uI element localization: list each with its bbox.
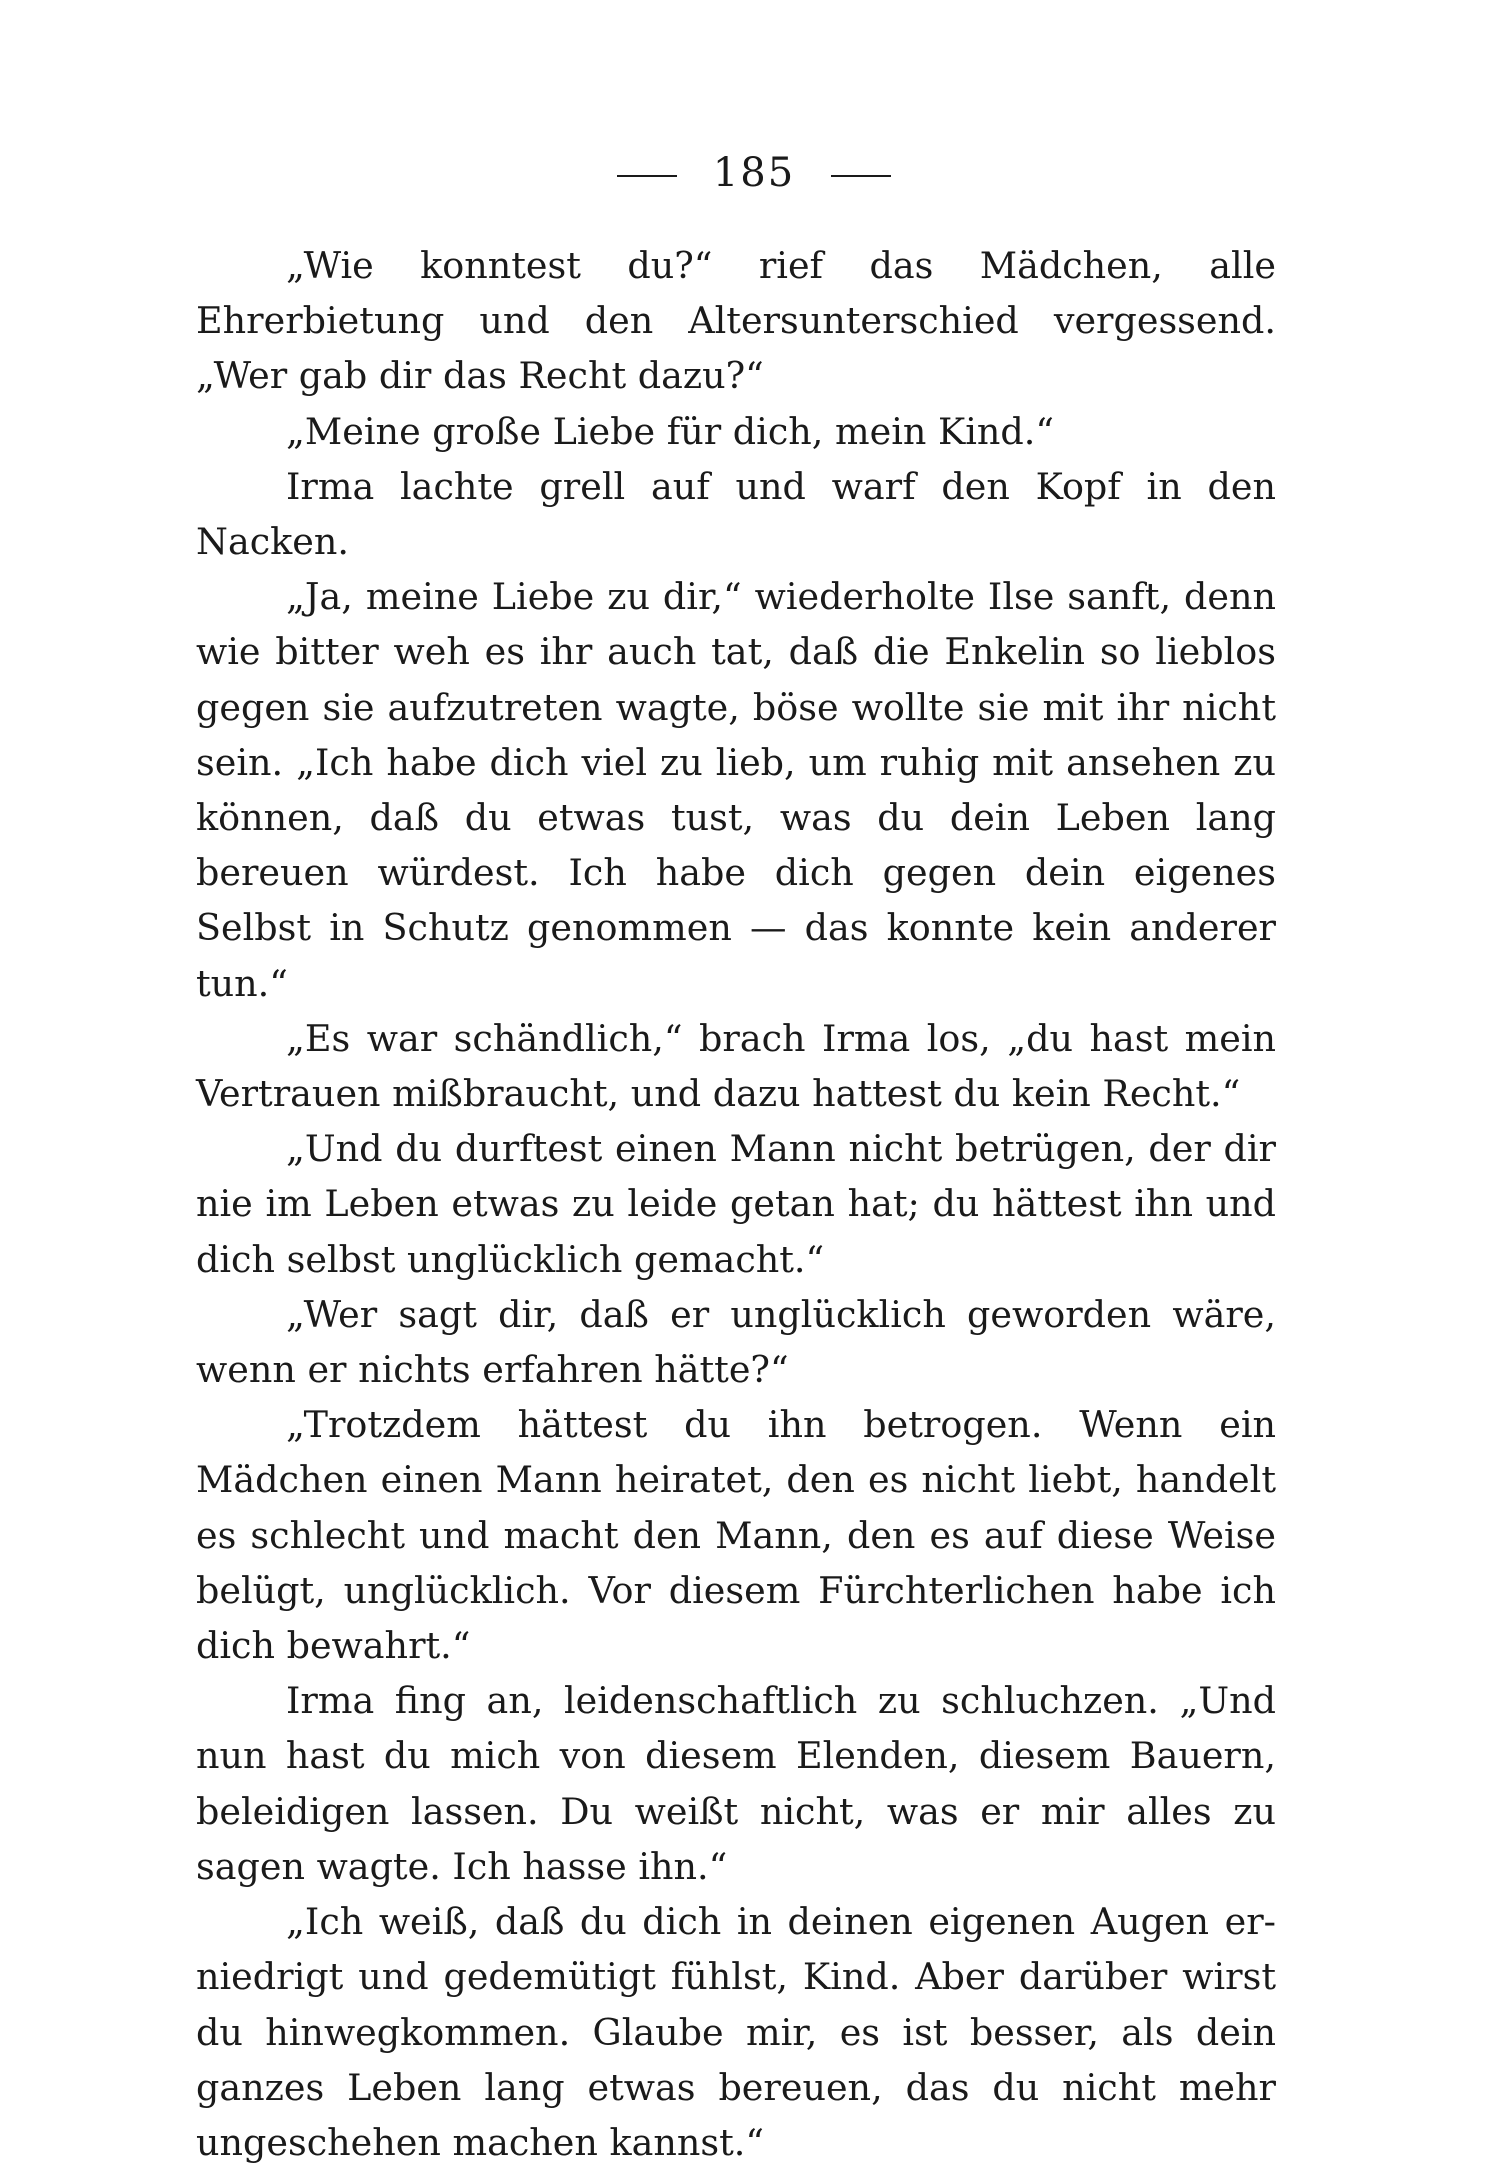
paragraph: „Und du durftest einen Mann nicht betrügen, der dir nie im Leben etwas zu leide getan hat; du hättest ihn und dich selbst unglücklich gemacht.“ [196, 1127, 1276, 1281]
paragraph: Irma fing an, leidenschaftlich zu schluchzen. „Und nun hast du mich von diesem Elenden, diesem Bauern, beleidigen lassen. Du weißt nicht, was er mir alles zu sagen wagte. Ich hasse ihn.“ [196, 1679, 1276, 1888]
page-number: 185 [712, 150, 796, 196]
paragraph: „Ja, meine Liebe zu dir,“ wiederholte Ilse sanft, denn wie bitter weh es ihr auch tat, daß die Enkelin so lieblos gegen sie aufzutreten wagte, böse wollte sie mit ihr nicht sein. „Ich habe dich viel zu lieb, um ruhig mit ansehen zu können, daß du etwas tust, was du dein Leben lang bereuen würdest. Ich habe dich gegen dein eigenes Selbst in Schutz genommen — das konnte kein anderer tun.“ [196, 575, 1276, 1005]
paragraph: „Trotzdem hättest du ihn betrogen. Wenn ein Mädchen einen Mann heiratet, den es nicht liebt, handelt es schlecht und macht den Mann, den es auf diese Weise belügt, unglücklich. Vor diesem Fürchterlichen habe ich dich bewahrt.“ [196, 1403, 1276, 1668]
paragraph: „Wer sagt dir, daß er unglücklich geworden wäre, wenn er nichts erfahren hätte?“ [196, 1292, 1276, 1392]
page-header [0, 150, 1508, 196]
paragraph: „Meine große Liebe für dich, mein Kind.“ [286, 409, 1055, 453]
paragraph: „Es war schändlich,“ brach Irma los, „du hast mein Vertrauen mißbraucht, und dazu hattest du kein Recht.“ [196, 1016, 1276, 1116]
header-dash-left [617, 175, 677, 177]
paragraph: Irma lachte grell auf und warf den Kopf in den Nacken. [196, 464, 1276, 564]
body-text [196, 238, 1276, 2170]
paragraph: „Ich weiß, daß du dich in deinen eigenen Augen erniedrigt und gedemütigt fühlst, Kind. Aber darüber wirst du hinwegkommen. Glaube mir, es ist besser, als dein ganzes Leben lang etwas bereuen, das du nicht mehr ungeschehen machen kannst.“ [196, 1900, 1276, 2164]
header-dash-right [831, 175, 891, 177]
paragraph: „Wie konntest du?“ rief das Mädchen, alle Ehrerbietung und den Altersunterschied vergessend. „Wer gab dir das Recht dazu?“ [196, 244, 1276, 398]
